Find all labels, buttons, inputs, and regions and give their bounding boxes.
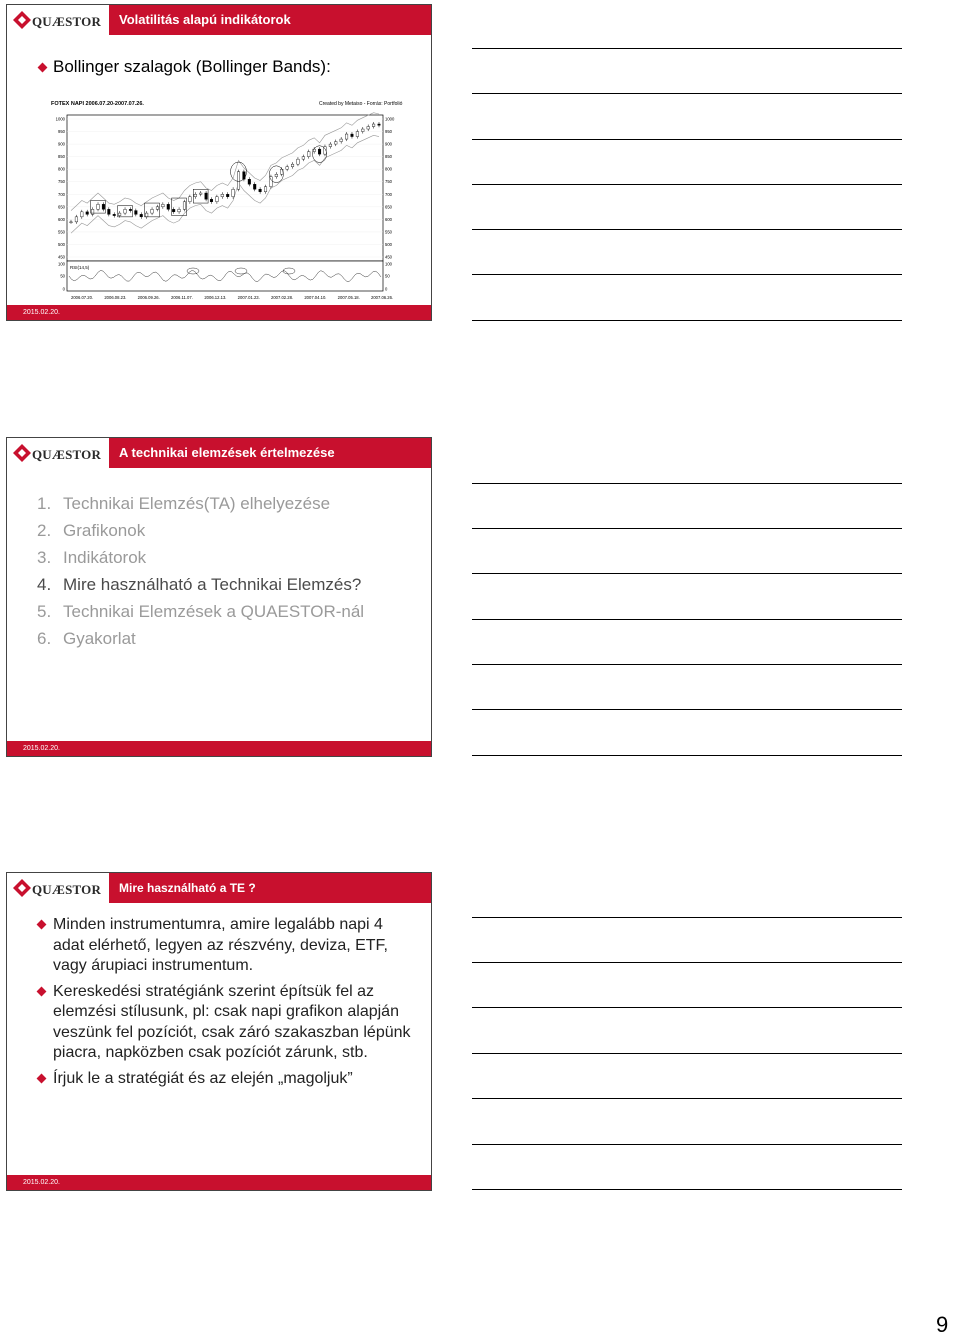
logo-text: QUÆSTOR bbox=[32, 14, 102, 29]
candle-body bbox=[216, 197, 219, 202]
x-tick-label: 2007.01.23. bbox=[237, 295, 260, 300]
y-tick-label: 550 bbox=[58, 229, 65, 235]
x-tick-label: 2007.05.18. bbox=[337, 295, 360, 300]
slide-header bbox=[7, 873, 431, 903]
quaestor-logo bbox=[7, 873, 109, 903]
note-line bbox=[472, 1189, 902, 1190]
candle-body bbox=[199, 193, 202, 194]
slide-title: Volatilitás alapú indikátorok bbox=[109, 5, 431, 35]
item-text: Mire használható a Technikai Elemzés? bbox=[63, 575, 362, 594]
contents-list bbox=[37, 490, 364, 652]
candle-body bbox=[91, 209, 94, 214]
list-item bbox=[37, 625, 364, 652]
candle-body bbox=[118, 213, 121, 216]
note-line bbox=[472, 962, 902, 963]
candle-body bbox=[135, 211, 138, 215]
slide-heading: Bollinger szalagok (Bollinger Bands): bbox=[53, 57, 331, 76]
x-tick-label: 2006.11.07. bbox=[171, 295, 193, 300]
candle-body bbox=[243, 172, 246, 180]
logo-mark-icon bbox=[13, 444, 31, 462]
candle-body bbox=[97, 204, 100, 209]
x-tick-label: 2006.12.13. bbox=[204, 295, 227, 300]
slide-usage bbox=[6, 872, 432, 1191]
ind-tick-label: 50 bbox=[60, 273, 65, 279]
quaestor-logo bbox=[7, 438, 109, 468]
bullet-text: Minden instrumentumra, amire legalább napi 4 adat elérhető, legyen az részvény, deviza, ETF, vagy árupiaci instrumentum. bbox=[53, 916, 388, 974]
candle-body bbox=[297, 159, 300, 164]
y-tick-label-right: 600 bbox=[385, 216, 392, 222]
y-tick-label: 800 bbox=[58, 166, 65, 172]
x-tick-label: 2007.06.26. bbox=[371, 295, 394, 300]
candle-body bbox=[70, 222, 73, 223]
note-line bbox=[472, 619, 902, 620]
note-line bbox=[472, 1098, 902, 1099]
y-tick-label-right: 800 bbox=[385, 166, 392, 172]
logo-text: QUÆSTOR bbox=[32, 882, 102, 897]
y-tick-label-right: 850 bbox=[385, 154, 392, 160]
item-number: 6. bbox=[37, 629, 52, 648]
item-number: 5. bbox=[37, 602, 52, 621]
candle-body bbox=[334, 142, 337, 145]
candle-body bbox=[329, 144, 332, 147]
candle-body bbox=[378, 124, 381, 125]
y-tick-label-right: 750 bbox=[385, 179, 392, 185]
candle-body bbox=[183, 202, 186, 210]
note-line bbox=[472, 93, 902, 94]
candle-body bbox=[221, 194, 224, 197]
slide-footer-date: 2015.02.20. bbox=[7, 741, 431, 756]
candle-body bbox=[291, 164, 294, 167]
candle-body bbox=[189, 197, 192, 202]
bullet-text: Kereskedési stratégiánk szerint építsük fel az elemzési stílusunk, pl: csak napi grafikon alapján veszünk fel pozíciót, csak záró szakaszban lépünk piacra, napközben csak pozíciót zárunk, stb. bbox=[53, 982, 411, 1061]
slide-footer-date: 2015.02.20. bbox=[7, 305, 431, 320]
item-text: Technikai Elemzések a QUAESTOR-nál bbox=[63, 602, 365, 621]
candle-body bbox=[210, 199, 213, 202]
candle-body bbox=[124, 209, 127, 213]
page-number: 9 bbox=[936, 1312, 949, 1337]
item-number: 2. bbox=[37, 521, 52, 540]
y-tick-label: 500 bbox=[58, 241, 65, 247]
candle-body bbox=[372, 124, 375, 127]
x-tick-label: 2006.08.23. bbox=[104, 295, 127, 300]
bullet-text: Írjuk le a stratégiát és az elején „magoljuk” bbox=[53, 1069, 353, 1087]
candle-body bbox=[75, 217, 78, 222]
ind-tick-label-right: 100 bbox=[385, 261, 392, 267]
list-item bbox=[37, 517, 364, 544]
candle-body bbox=[340, 139, 343, 142]
price-panel bbox=[67, 115, 383, 261]
y-tick-label-right: 700 bbox=[385, 191, 392, 197]
note-line bbox=[472, 320, 902, 321]
candle-body bbox=[351, 134, 354, 137]
slide-header bbox=[7, 438, 431, 468]
candle-body bbox=[307, 152, 310, 157]
x-tick-label: 2007.02.28. bbox=[271, 295, 294, 300]
candle-body bbox=[356, 132, 359, 137]
x-tick-label: 2007.04.10. bbox=[304, 295, 327, 300]
y-tick-label: 750 bbox=[58, 179, 65, 185]
y-tick-label: 700 bbox=[58, 191, 65, 197]
candle-body bbox=[367, 127, 370, 130]
item-number: 4. bbox=[37, 575, 52, 594]
bullet-item bbox=[37, 915, 417, 977]
item-text: Grafikonok bbox=[63, 521, 146, 540]
candle-body bbox=[226, 194, 229, 197]
candle-body bbox=[81, 212, 84, 217]
ind-tick-label: 0 bbox=[62, 286, 65, 292]
slide-contents bbox=[6, 437, 432, 757]
y-tick-label-right: 450 bbox=[385, 254, 392, 260]
bollinger-chart bbox=[43, 95, 423, 303]
note-line bbox=[472, 229, 902, 230]
y-tick-label: 1000 bbox=[55, 116, 65, 122]
y-tick-label: 950 bbox=[58, 129, 65, 135]
candle-body bbox=[178, 209, 181, 212]
bullet-icon bbox=[39, 63, 47, 73]
candle-body bbox=[286, 167, 289, 170]
y-tick-label-right: 1000 bbox=[385, 116, 395, 122]
note-line bbox=[472, 483, 902, 484]
logo-mark-icon bbox=[13, 879, 31, 897]
candle-body bbox=[151, 209, 154, 213]
ind-tick-label-right: 0 bbox=[385, 286, 388, 292]
note-line bbox=[472, 48, 902, 49]
y-tick-label-right: 900 bbox=[385, 141, 392, 147]
y-tick-label: 850 bbox=[58, 154, 65, 160]
ind-tick-label-right: 50 bbox=[385, 273, 390, 279]
y-tick-label: 900 bbox=[58, 141, 65, 147]
bullet-icon bbox=[37, 986, 47, 996]
item-number: 3. bbox=[37, 548, 52, 567]
candle-body bbox=[275, 174, 278, 177]
x-tick-label: 2006.07.20. bbox=[71, 295, 94, 300]
item-text: Technikai Elemzés(TA) elhelyezése bbox=[63, 494, 331, 513]
note-line bbox=[472, 917, 902, 918]
candle-body bbox=[162, 204, 165, 207]
candle-body bbox=[205, 193, 208, 199]
indicator-label: RSI(14,5) bbox=[70, 265, 90, 270]
slide-bollinger bbox=[6, 4, 432, 321]
usage-bullets bbox=[37, 915, 417, 1094]
chart-svg bbox=[43, 95, 423, 303]
candle-body bbox=[232, 189, 235, 197]
candle-body bbox=[345, 134, 348, 139]
note-line bbox=[472, 709, 902, 710]
y-tick-label-right: 950 bbox=[385, 129, 392, 135]
note-line bbox=[472, 755, 902, 756]
y-tick-label-right: 550 bbox=[385, 229, 392, 235]
note-line bbox=[472, 184, 902, 185]
candle-body bbox=[140, 214, 143, 217]
candle-body bbox=[156, 207, 159, 210]
y-tick-label-right: 500 bbox=[385, 241, 392, 247]
slide-footer-date: 2015.02.20. bbox=[7, 1175, 431, 1190]
bullet-icon bbox=[37, 1073, 47, 1083]
candle-body bbox=[194, 194, 197, 197]
y-tick-label: 450 bbox=[58, 254, 65, 260]
candle-body bbox=[253, 184, 256, 189]
slide-header bbox=[7, 5, 431, 35]
y-tick-label-right: 650 bbox=[385, 204, 392, 210]
note-line bbox=[472, 664, 902, 665]
candle-body bbox=[102, 204, 105, 209]
candle-body bbox=[145, 213, 148, 217]
note-line bbox=[472, 1007, 902, 1008]
note-line bbox=[472, 1144, 902, 1145]
y-tick-label: 650 bbox=[58, 204, 65, 210]
candle-body bbox=[264, 187, 267, 192]
candle-body bbox=[113, 214, 116, 215]
candle-body bbox=[259, 189, 262, 192]
candle-body bbox=[172, 209, 175, 212]
slide-title: Mire használható a TE ? bbox=[109, 873, 431, 903]
candle-body bbox=[248, 179, 251, 184]
quaestor-logo bbox=[7, 5, 109, 35]
bullet-item bbox=[37, 982, 417, 1064]
ind-tick-label: 100 bbox=[58, 261, 65, 267]
item-number: 1. bbox=[37, 494, 52, 513]
item-text: Gyakorlat bbox=[63, 629, 136, 648]
note-line bbox=[472, 573, 902, 574]
logo-text: QUÆSTOR bbox=[32, 447, 102, 462]
candle-body bbox=[86, 212, 89, 215]
chart-header-right: Created by Metaiso - Forrás: Portfolió bbox=[319, 101, 403, 107]
note-line bbox=[472, 274, 902, 275]
chart-header-left: FOTEX NAPI 2006.07.20-2007.07.26. bbox=[51, 101, 144, 107]
note-line bbox=[472, 1053, 902, 1054]
indicator-panel bbox=[67, 261, 383, 291]
logo-mark-icon bbox=[13, 11, 31, 29]
slide-title: A technikai elemzések értelmezése bbox=[109, 438, 431, 468]
y-tick-label: 600 bbox=[58, 216, 65, 222]
candle-body bbox=[108, 209, 111, 214]
list-item bbox=[37, 598, 364, 625]
candle-body bbox=[318, 149, 321, 154]
list-item-active bbox=[37, 571, 364, 598]
candle-body bbox=[167, 204, 170, 209]
candle-body bbox=[361, 129, 364, 132]
note-line bbox=[472, 139, 902, 140]
note-line bbox=[472, 528, 902, 529]
x-tick-label: 2006.09.26. bbox=[137, 295, 160, 300]
candle-body bbox=[302, 157, 305, 160]
candle-body bbox=[129, 209, 132, 210]
candle-body bbox=[237, 172, 240, 190]
item-text: Indikátorok bbox=[63, 548, 147, 567]
list-item bbox=[37, 544, 364, 571]
bullet-item bbox=[37, 1069, 417, 1090]
list-item bbox=[37, 490, 364, 517]
bullet-icon bbox=[37, 920, 47, 930]
